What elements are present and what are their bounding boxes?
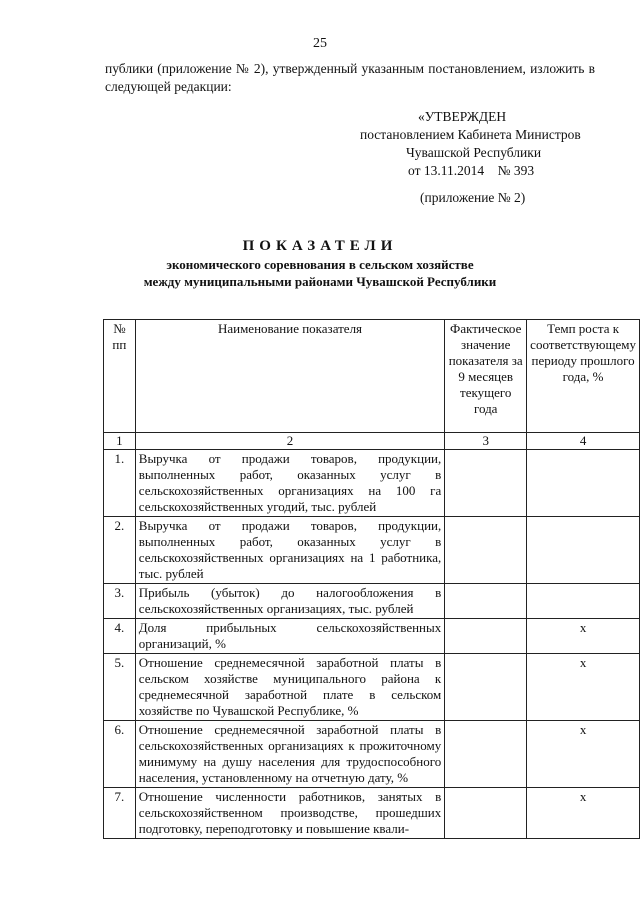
row-number: 5. bbox=[104, 654, 136, 721]
table-row bbox=[104, 517, 640, 584]
row-name: Выручка от продажи товаров, продукции, выполненных работ, оказанных услуг в сельскохозяйственных организациях на 1 работника, тыс. рублей bbox=[135, 517, 444, 584]
subtitle-line-1: экономического соревнования в сельском хозяйстве bbox=[166, 257, 474, 272]
row-rate bbox=[527, 517, 640, 584]
table-row bbox=[104, 619, 640, 654]
intro-paragraph: публики (приложение № 2), утвержденный указанным постановлением, изложить в следующей редакции: bbox=[105, 61, 595, 94]
appendix-label: (приложение № 2) bbox=[420, 190, 526, 205]
row-value bbox=[445, 517, 527, 584]
table-header-row bbox=[104, 320, 640, 433]
approval-line-3: Чувашской Республики bbox=[406, 145, 542, 160]
row-value bbox=[445, 788, 527, 839]
approval-line-4: от 13.11.2014 № 393 bbox=[408, 163, 535, 178]
header-number: № пп bbox=[104, 320, 136, 433]
column-number: 4 bbox=[527, 433, 640, 450]
row-number: 2. bbox=[104, 517, 136, 584]
column-number: 3 bbox=[445, 433, 527, 450]
column-number: 2 bbox=[135, 433, 444, 450]
column-numbers-row bbox=[104, 433, 640, 450]
table-row bbox=[104, 788, 640, 839]
row-name: Отношение среднемесячной заработной платы в сельскохозяйственных организациях к прожиточному минимуму на душу населения для трудоспособного населения, установленному на отчетную дату, % bbox=[135, 721, 444, 788]
indicators-table bbox=[103, 319, 640, 839]
row-value bbox=[445, 584, 527, 619]
row-name: Отношение среднемесячной заработной платы в сельском хозяйстве муниципального района к среднемесячной заработной плате в сельском хозяйстве по Чувашской Республике, % bbox=[135, 654, 444, 721]
row-number: 3. bbox=[104, 584, 136, 619]
table-row bbox=[104, 721, 640, 788]
row-value bbox=[445, 721, 527, 788]
document-subtitle bbox=[0, 256, 640, 290]
approval-block bbox=[330, 108, 640, 180]
row-number: 4. bbox=[104, 619, 136, 654]
row-rate: x bbox=[527, 619, 640, 654]
approval-line-2: постановлением Кабинета Министров bbox=[360, 127, 581, 142]
header-name: Наименование показателя bbox=[135, 320, 444, 433]
row-rate: x bbox=[527, 721, 640, 788]
table-row bbox=[104, 450, 640, 517]
row-number: 6. bbox=[104, 721, 136, 788]
row-name: Прибыль (убыток) до налогообложения в сельскохозяйственных организациях, тыс. рублей bbox=[135, 584, 444, 619]
approval-line-1: «УТВЕРЖДЕН bbox=[418, 109, 507, 124]
column-number: 1 bbox=[104, 433, 136, 450]
table-row bbox=[104, 584, 640, 619]
subtitle-line-2: между муниципальными районами Чувашской Республики bbox=[143, 274, 497, 289]
table-row bbox=[104, 654, 640, 721]
header-value: Фактическое значение показателя за 9 месяцев текущего года bbox=[445, 320, 527, 433]
row-name: Доля прибыльных сельскохозяйственных организаций, % bbox=[135, 619, 444, 654]
row-rate: x bbox=[527, 788, 640, 839]
row-number: 7. bbox=[104, 788, 136, 839]
row-name: Выручка от продажи товаров, продукции, выполненных работ, оказанных услуг в сельскохозяйственных организациях на 100 га сельскохозяйственных угодий, тыс. рублей bbox=[135, 450, 444, 517]
row-rate bbox=[527, 450, 640, 517]
row-value bbox=[445, 654, 527, 721]
header-rate: Темп роста к соответствующему периоду прошлого года, % bbox=[527, 320, 640, 433]
row-rate: x bbox=[527, 654, 640, 721]
row-value bbox=[445, 619, 527, 654]
row-name: Отношение численности работников, занятых в сельскохозяйственном производстве, прошедших подготовку, переподготовку и повышение квали- bbox=[135, 788, 444, 839]
page-number: 25 bbox=[313, 36, 327, 51]
row-value bbox=[445, 450, 527, 517]
row-rate bbox=[527, 584, 640, 619]
document-title: ПОКАЗАТЕЛИ bbox=[242, 238, 398, 254]
row-number: 1. bbox=[104, 450, 136, 517]
